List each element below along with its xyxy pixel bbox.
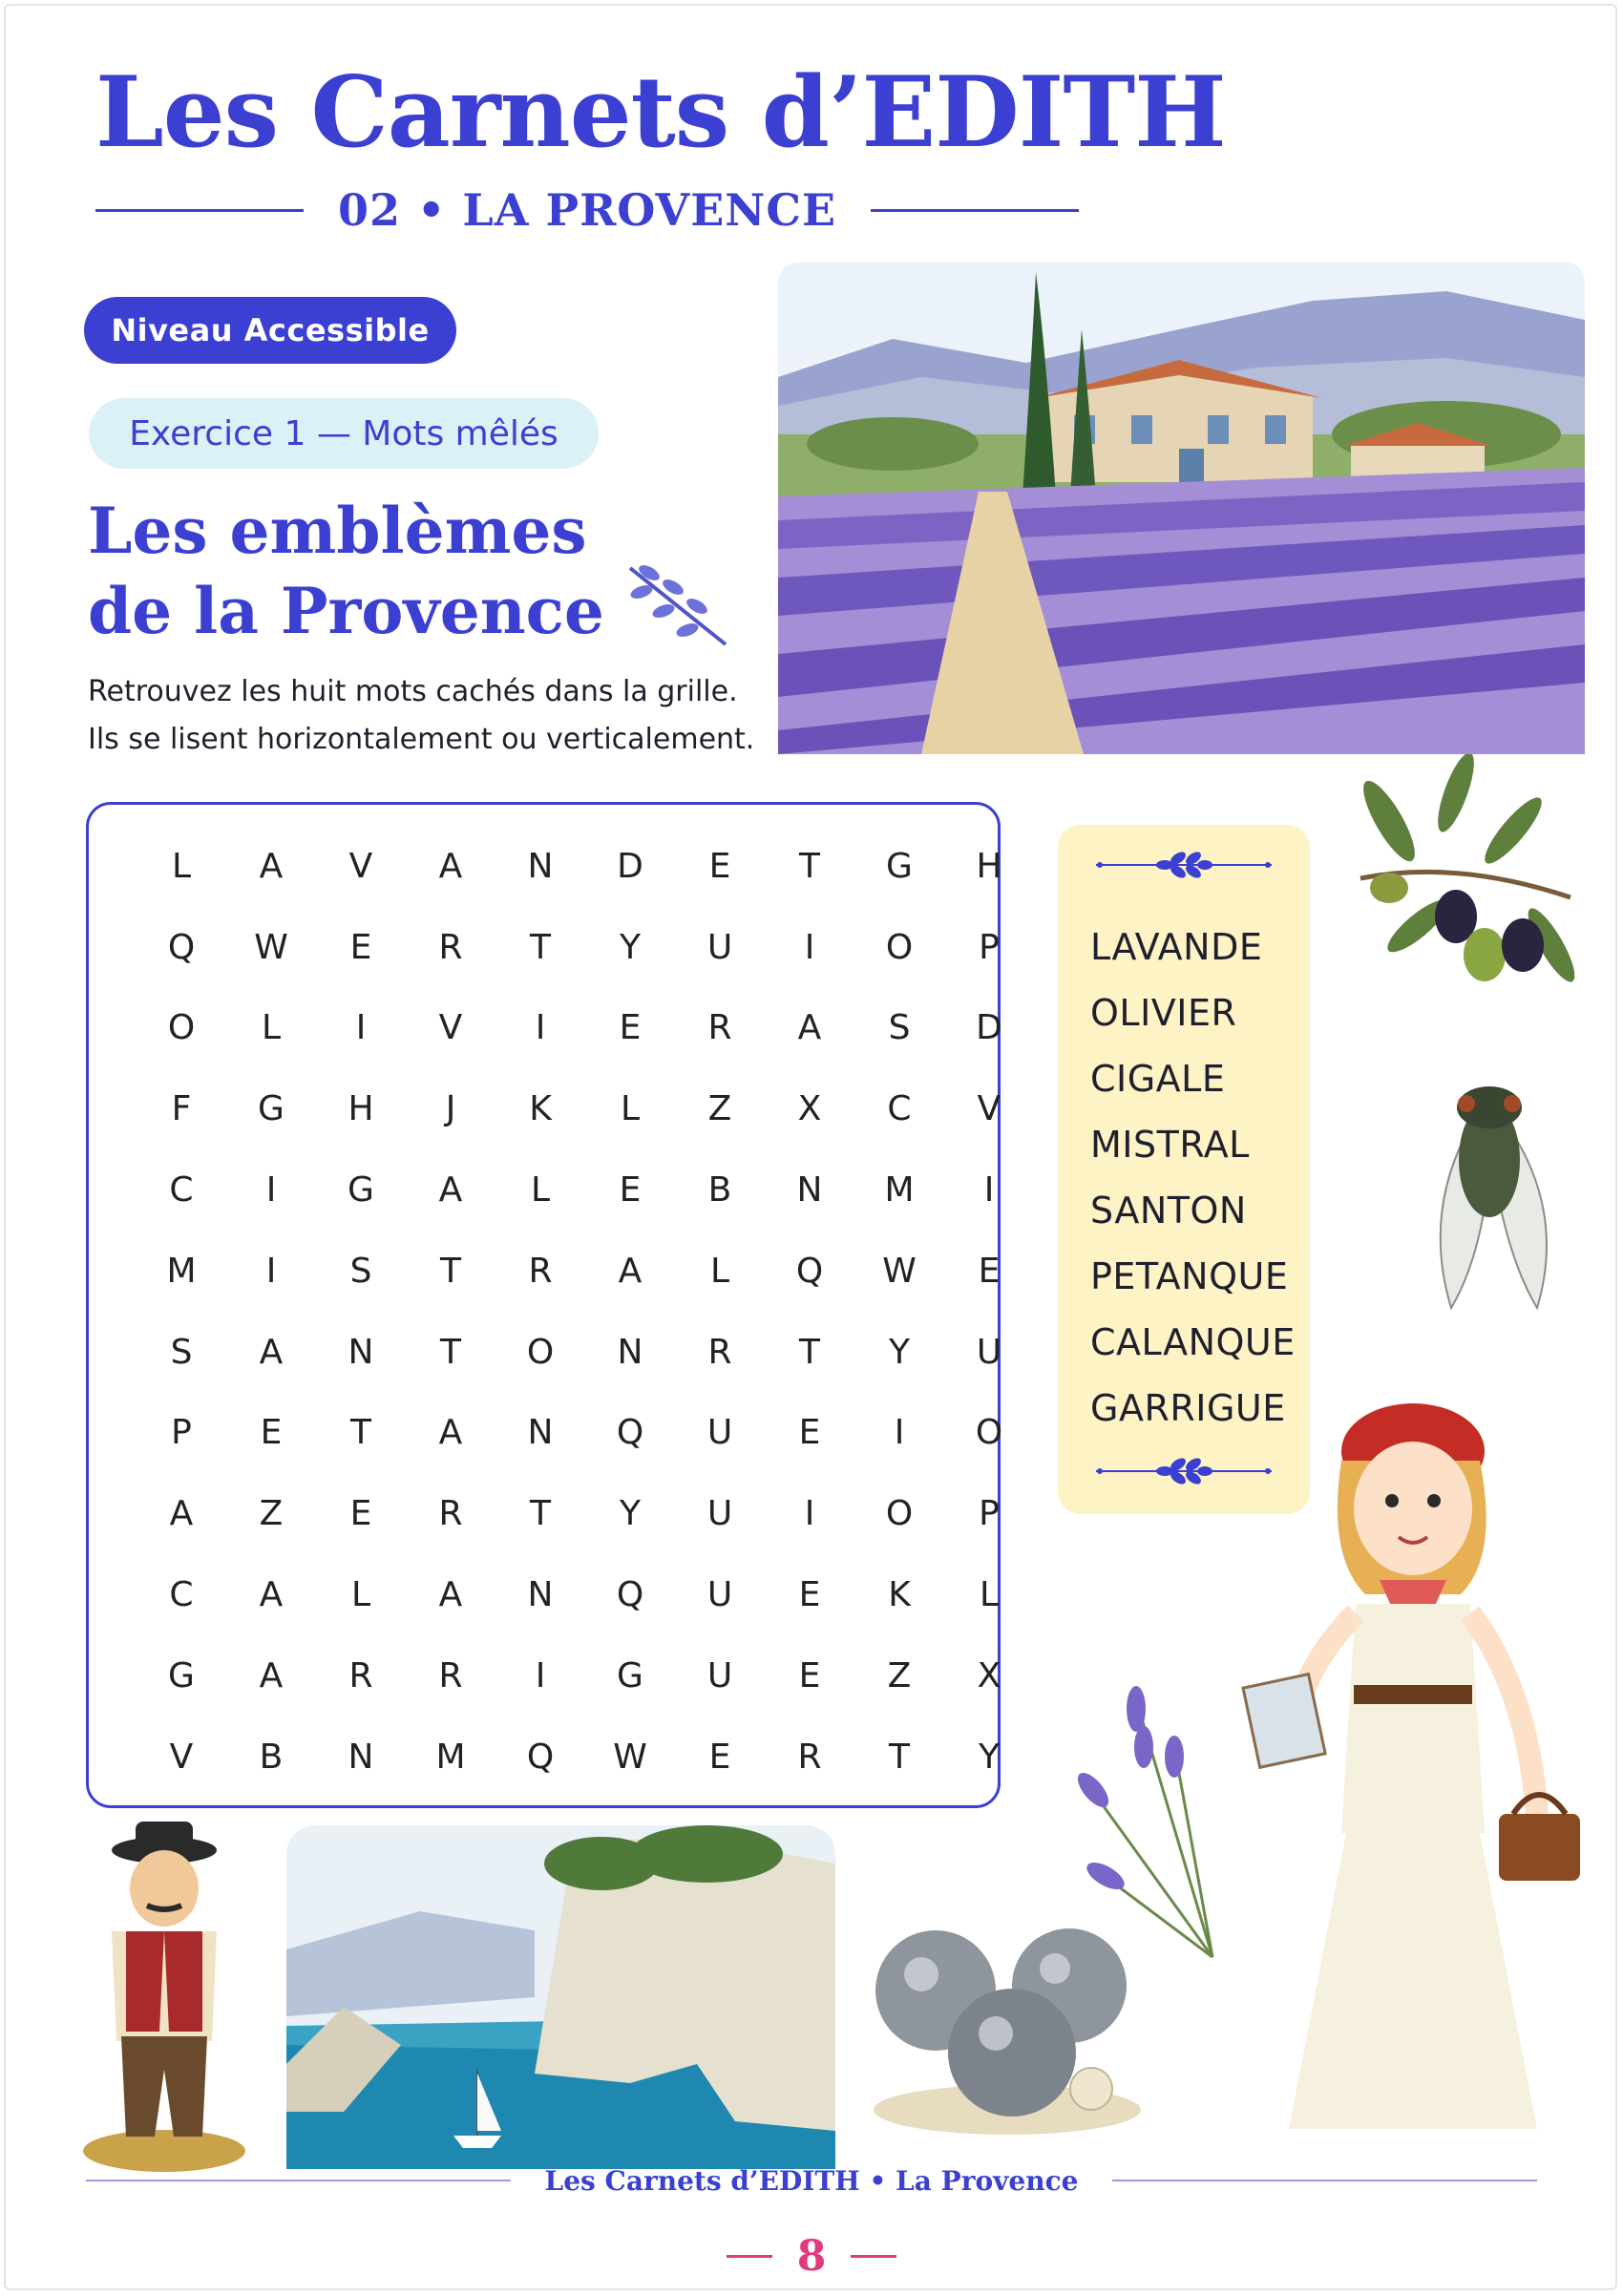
grid-cell: R (438, 927, 463, 967)
grid-cell: T (440, 1251, 461, 1291)
grid-cell: H (348, 1089, 374, 1129)
grid-cell: G (258, 1089, 285, 1129)
grid-cell: V (348, 846, 373, 886)
word-list-item: CALANQUE (1090, 1321, 1296, 1363)
page-dash-left (727, 2255, 772, 2258)
grid-cell: I (265, 1251, 277, 1291)
grid-cell: A (618, 1251, 643, 1291)
grid-cell: U (706, 1413, 733, 1453)
grid-cell: I (535, 1655, 546, 1696)
grid-cell: E (798, 1655, 821, 1696)
grid-cell: M (884, 1170, 915, 1211)
word-search-grid (137, 826, 1034, 1798)
grid-cell: T (440, 1332, 461, 1372)
grid-cell: B (707, 1170, 732, 1211)
grid-cell: D (617, 846, 643, 886)
edith-character-illustration (1222, 1365, 1594, 2158)
grid-cell: Y (620, 927, 641, 967)
grid-cell: I (804, 927, 815, 967)
page-number: 8 (796, 2232, 827, 2281)
grid-cell: X (977, 1655, 1001, 1696)
grid-cell: M (166, 1251, 197, 1291)
grid-cell: R (438, 1655, 463, 1696)
heading-line-1: Les emblèmes (88, 494, 587, 568)
grid-cell: V (169, 1737, 194, 1777)
grid-cell: C (169, 1575, 194, 1615)
grid-cell: R (797, 1737, 822, 1777)
grid-cell: Y (620, 1494, 641, 1534)
grid-cell: M (435, 1737, 466, 1777)
grid-cell: Q (167, 927, 196, 967)
page-dash-right (851, 2255, 896, 2258)
sprig-icon-top (1096, 846, 1272, 884)
grid-cell: O (885, 927, 914, 967)
grid-cell: E (798, 1413, 821, 1453)
grid-cell: K (529, 1089, 552, 1129)
grid-cell: T (799, 846, 820, 886)
instructions-line-2: Ils se lisent horizontalement ou verticalement. (88, 723, 755, 756)
grid-cell: N (617, 1332, 643, 1372)
grid-cell: A (438, 1575, 463, 1615)
grid-cell: U (706, 927, 733, 967)
grid-cell: S (349, 1251, 372, 1291)
grid-cell: V (977, 1089, 1001, 1129)
grid-cell: G (617, 1655, 643, 1696)
grid-cell: O (885, 1494, 914, 1534)
grid-cell: E (349, 1494, 372, 1534)
grid-cell: L (171, 846, 192, 886)
grid-cell: I (983, 1170, 995, 1211)
footer-text: Les Carnets d’EDITH • La Provence (544, 2164, 1079, 2197)
footer-row (86, 2161, 1537, 2200)
grid-cell: E (349, 927, 372, 967)
grid-cell: I (535, 1008, 546, 1048)
grid-cell: P (979, 927, 1000, 967)
subtitle-rule-left (95, 209, 304, 212)
grid-cell: R (438, 1494, 463, 1534)
footer-rule-left (86, 2180, 511, 2181)
grid-cell: P (171, 1413, 192, 1453)
word-list-item: CIGALE (1090, 1058, 1226, 1100)
grid-cell: A (259, 1575, 284, 1615)
grid-cell: A (797, 1008, 822, 1048)
grid-cell: N (527, 1413, 554, 1453)
grid-cell: W (613, 1737, 647, 1777)
grid-cell: T (530, 927, 551, 967)
grid-cell: L (620, 1089, 641, 1129)
grid-cell: F (171, 1089, 192, 1129)
word-search-grid-box (86, 802, 1001, 1808)
grid-cell: L (261, 1008, 282, 1048)
word-list (1090, 915, 1296, 1442)
grid-cell: E (619, 1008, 642, 1048)
grid-cell: Y (889, 1332, 910, 1372)
grid-cell: Y (979, 1737, 1000, 1777)
grid-cell: W (254, 927, 288, 967)
grid-cell: C (887, 1089, 912, 1129)
grid-cell: L (350, 1575, 371, 1615)
level-badge: Niveau Accessible (84, 297, 456, 364)
grid-cell: Z (887, 1655, 912, 1696)
grid-cell: Q (616, 1413, 644, 1453)
exercise-label: Exercice 1 — Mots mêlés (89, 398, 599, 469)
grid-cell: N (348, 1737, 374, 1777)
grid-cell: A (259, 1332, 284, 1372)
grid-cell: P (979, 1494, 1000, 1534)
grid-cell: C (169, 1170, 194, 1211)
grid-cell: I (804, 1494, 815, 1534)
grid-cell: E (619, 1170, 642, 1211)
grid-cell: A (438, 1170, 463, 1211)
instructions-line-1: Retrouvez les huit mots cachés dans la grille. (88, 675, 738, 708)
footer-rule-right (1112, 2180, 1537, 2181)
grid-cell: T (350, 1413, 371, 1453)
grid-cell: L (530, 1170, 551, 1211)
grid-cell: U (706, 1494, 733, 1534)
grid-cell: Z (259, 1494, 284, 1534)
grid-cell: G (886, 846, 913, 886)
grid-cell: K (888, 1575, 911, 1615)
grid-cell: J (445, 1089, 456, 1129)
cicada-illustration (1403, 1069, 1575, 1317)
grid-cell: Z (707, 1089, 732, 1129)
grid-cell: A (169, 1494, 194, 1534)
grid-cell: H (976, 846, 1002, 886)
subtitle-rule-right (871, 209, 1079, 212)
page-title: Les Carnets d’EDITH (95, 55, 1226, 170)
grid-cell: R (348, 1655, 373, 1696)
grid-cell: Q (526, 1737, 555, 1777)
instructions (88, 668, 754, 764)
grid-cell: L (979, 1575, 1000, 1615)
grid-cell: A (259, 1655, 284, 1696)
grid-cell: O (526, 1332, 555, 1372)
grid-cell: G (348, 1170, 374, 1211)
exercise-heading (88, 491, 604, 651)
calanque-illustration (286, 1825, 835, 2169)
heading-line-2: de la Provence (88, 574, 604, 648)
chapter-subtitle-row (95, 181, 1079, 239)
word-list-item: MISTRAL (1090, 1124, 1250, 1166)
grid-cell: U (976, 1332, 1002, 1372)
grid-cell: N (527, 846, 554, 886)
word-list-item: GARRIGUE (1090, 1387, 1286, 1429)
grid-cell: N (348, 1332, 374, 1372)
santon-figurine-illustration (69, 1822, 260, 2175)
page-number-row (0, 2232, 1623, 2281)
olive-branch-illustration (1332, 754, 1590, 1002)
grid-cell: T (889, 1737, 910, 1777)
grid-cell: N (527, 1575, 554, 1615)
grid-cell: E (708, 846, 731, 886)
grid-cell: X (797, 1089, 822, 1129)
grid-cell: I (894, 1413, 905, 1453)
chapter-subtitle: 02 • LA PROVENCE (337, 184, 837, 236)
grid-cell: Q (795, 1251, 824, 1291)
grid-cell: E (978, 1251, 1001, 1291)
petanque-balls-illustration (864, 1909, 1150, 2138)
grid-cell: B (259, 1737, 284, 1777)
word-list-item: PETANQUE (1090, 1255, 1289, 1297)
grid-cell: N (796, 1170, 823, 1211)
grid-cell: R (707, 1008, 732, 1048)
grid-cell: O (975, 1413, 1003, 1453)
grid-cell: O (167, 1008, 196, 1048)
grid-cell: U (706, 1655, 733, 1696)
grid-cell: I (355, 1008, 367, 1048)
lavender-sprig-icon (621, 558, 735, 654)
grid-cell: U (706, 1575, 733, 1615)
grid-cell: R (707, 1332, 732, 1372)
grid-cell: A (438, 1413, 463, 1453)
grid-cell: T (799, 1332, 820, 1372)
grid-cell: E (260, 1413, 283, 1453)
lavender-field-illustration (778, 263, 1585, 754)
grid-cell: S (888, 1008, 911, 1048)
grid-cell: G (168, 1655, 195, 1696)
grid-cell: E (798, 1575, 821, 1615)
grid-cell: D (976, 1008, 1002, 1048)
grid-cell: E (708, 1737, 731, 1777)
grid-cell: W (882, 1251, 917, 1291)
grid-cell: T (530, 1494, 551, 1534)
grid-cell: S (170, 1332, 193, 1372)
word-list-item: SANTON (1090, 1190, 1247, 1232)
grid-cell: V (438, 1008, 463, 1048)
grid-cell: R (528, 1251, 553, 1291)
word-list-item: OLIVIER (1090, 992, 1237, 1034)
grid-cell: A (438, 846, 463, 886)
word-list-item: LAVANDE (1090, 926, 1263, 968)
grid-cell: I (265, 1170, 277, 1211)
grid-cell: A (259, 846, 284, 886)
grid-cell: L (709, 1251, 730, 1291)
grid-cell: Q (616, 1575, 644, 1615)
